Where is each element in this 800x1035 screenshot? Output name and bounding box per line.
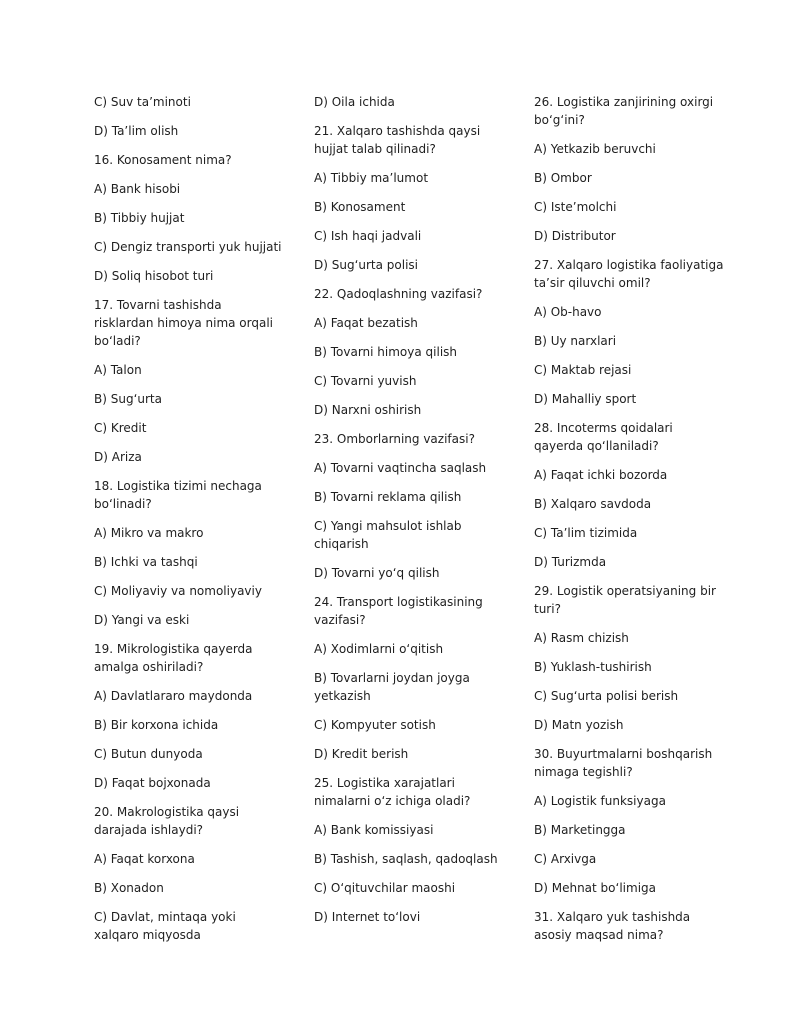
answer-option: C) O‘qituvchilar maoshi <box>314 881 456 895</box>
answer-option: C) Maktab rejasi <box>534 363 632 377</box>
answer-option: D) Matn yozish <box>534 718 624 732</box>
answer-option: B) Sug‘urta <box>94 392 162 406</box>
answer-option: A) Mikro va makro <box>94 526 204 540</box>
answer-option: A) Xodimlarni o‘qitish <box>314 642 444 656</box>
answer-option: A) Yetkazib beruvchi <box>534 142 656 156</box>
answer-option: C) Ish haqi jadvali <box>314 229 422 243</box>
question-text: 20. Makrologistika qaysi darajada ishlaydi? <box>94 805 240 837</box>
question-text: 25. Logistika xarajatlari nimalarni o‘z ichiga oladi? <box>314 776 471 808</box>
question-text: 22. Qadoqlashning vazifasi? <box>314 287 483 301</box>
answer-option: C) Tovarni yuvish <box>314 374 417 388</box>
text-column-left <box>94 93 284 955</box>
answer-option: D) Tovarni yo‘q qilish <box>314 566 440 580</box>
answer-option: D) Oila ichida <box>314 95 395 109</box>
answer-option: A) Faqat korxona <box>94 852 195 866</box>
answer-option: B) Konosament <box>314 200 406 214</box>
question-text: 21. Xalqaro tashishda qaysi hujjat talab qilinadi? <box>314 124 481 156</box>
question-text: 18. Logistika tizimi nechaga bo‘linadi? <box>94 479 262 511</box>
answer-option: A) Bank hisobi <box>94 182 181 196</box>
answer-option: B) Tibbiy hujjat <box>94 211 185 225</box>
question-text: 28. Incoterms qoidalari qayerda qo‘llaniladi? <box>534 421 673 453</box>
question-text: 24. Transport logistikasining vazifasi? <box>314 595 483 627</box>
answer-option: C) Davlat, mintaqa yoki xalqaro miqyosda <box>94 910 236 942</box>
answer-option: C) Ta’lim tizimida <box>534 526 638 540</box>
answer-option: C) Kompyuter sotish <box>314 718 436 732</box>
question-text: 31. Xalqaro yuk tashishda asosiy maqsad nima? <box>534 910 691 942</box>
answer-option: C) Yangi mahsulot ishlab chiqarish <box>314 519 462 551</box>
answer-option: A) Tibbiy ma’lumot <box>314 171 429 185</box>
answer-option: B) Xonadon <box>94 881 164 895</box>
answer-option: D) Mahalliy sport <box>534 392 637 406</box>
answer-option: D) Internet to‘lovi <box>314 910 421 924</box>
answer-option: D) Sug‘urta polisi <box>314 258 419 272</box>
question-text: 17. Tovarni tashishda risklardan himoya nima orqali bo‘ladi? <box>94 298 274 348</box>
answer-option: D) Soliq hisobot turi <box>94 269 214 283</box>
answer-option: B) Tovarlarni joydan joyga yetkazish <box>314 671 470 703</box>
text-column-middle <box>314 93 504 937</box>
question-text: 26. Logistika zanjirining oxirgi bo‘g‘ini? <box>534 95 714 127</box>
answer-option: B) Ombor <box>534 171 592 185</box>
answer-option: C) Dengiz transporti yuk hujjati <box>94 240 282 254</box>
question-text: 19. Mikrologistika qayerda amalga oshiriladi? <box>94 642 253 674</box>
answer-option: D) Yangi va eski <box>94 613 190 627</box>
answer-option: A) Faqat ichki bozorda <box>534 468 668 482</box>
text-column-right <box>534 93 724 955</box>
answer-option: C) Kredit <box>94 421 147 435</box>
answer-option: A) Davlatlararo maydonda <box>94 689 253 703</box>
question-text: 16. Konosament nima? <box>94 153 232 167</box>
answer-option: B) Marketingga <box>534 823 626 837</box>
answer-option: C) Arxivga <box>534 852 597 866</box>
answer-option: B) Tovarni himoya qilish <box>314 345 458 359</box>
answer-option: D) Ta’lim olish <box>94 124 179 138</box>
answer-option: D) Turizmda <box>534 555 607 569</box>
answer-option: D) Distributor <box>534 229 616 243</box>
answer-option: B) Uy narxlari <box>534 334 617 348</box>
answer-option: D) Narxni oshirish <box>314 403 422 417</box>
answer-option: B) Ichki va tashqi <box>94 555 198 569</box>
question-text: 23. Omborlarning vazifasi? <box>314 432 475 446</box>
answer-option: B) Bir korxona ichida <box>94 718 219 732</box>
answer-option: A) Bank komissiyasi <box>314 823 434 837</box>
answer-option: A) Ob-havo <box>534 305 602 319</box>
answer-option: D) Faqat bojxonada <box>94 776 211 790</box>
answer-option: D) Kredit berish <box>314 747 409 761</box>
answer-option: C) Moliyaviy va nomoliyaviy <box>94 584 262 598</box>
answer-option: A) Logistik funksiyaga <box>534 794 666 808</box>
answer-option: A) Faqat bezatish <box>314 316 418 330</box>
answer-option: B) Tovarni reklama qilish <box>314 490 462 504</box>
answer-option: C) Butun dunyoda <box>94 747 203 761</box>
answer-option: A) Rasm chizish <box>534 631 629 645</box>
answer-option: B) Xalqaro savdoda <box>534 497 652 511</box>
answer-option: B) Tashish, saqlash, qadoqlash <box>314 852 498 866</box>
answer-option: B) Yuklash-tushirish <box>534 660 652 674</box>
answer-option: D) Mehnat bo‘limiga <box>534 881 656 895</box>
answer-option: D) Ariza <box>94 450 142 464</box>
answer-option: C) Suv ta’minoti <box>94 95 191 109</box>
answer-option: C) Sug‘urta polisi berish <box>534 689 679 703</box>
answer-option: A) Tovarni vaqtincha saqlash <box>314 461 487 475</box>
answer-option: A) Talon <box>94 363 142 377</box>
answer-option: C) Iste’molchi <box>534 200 617 214</box>
question-text: 27. Xalqaro logistika faoliyatiga ta’sir qiluvchi omil? <box>534 258 724 290</box>
question-text: 29. Logistik operatsiyaning bir turi? <box>534 584 716 616</box>
question-text: 30. Buyurtmalarni boshqarish nimaga tegishli? <box>534 747 713 779</box>
